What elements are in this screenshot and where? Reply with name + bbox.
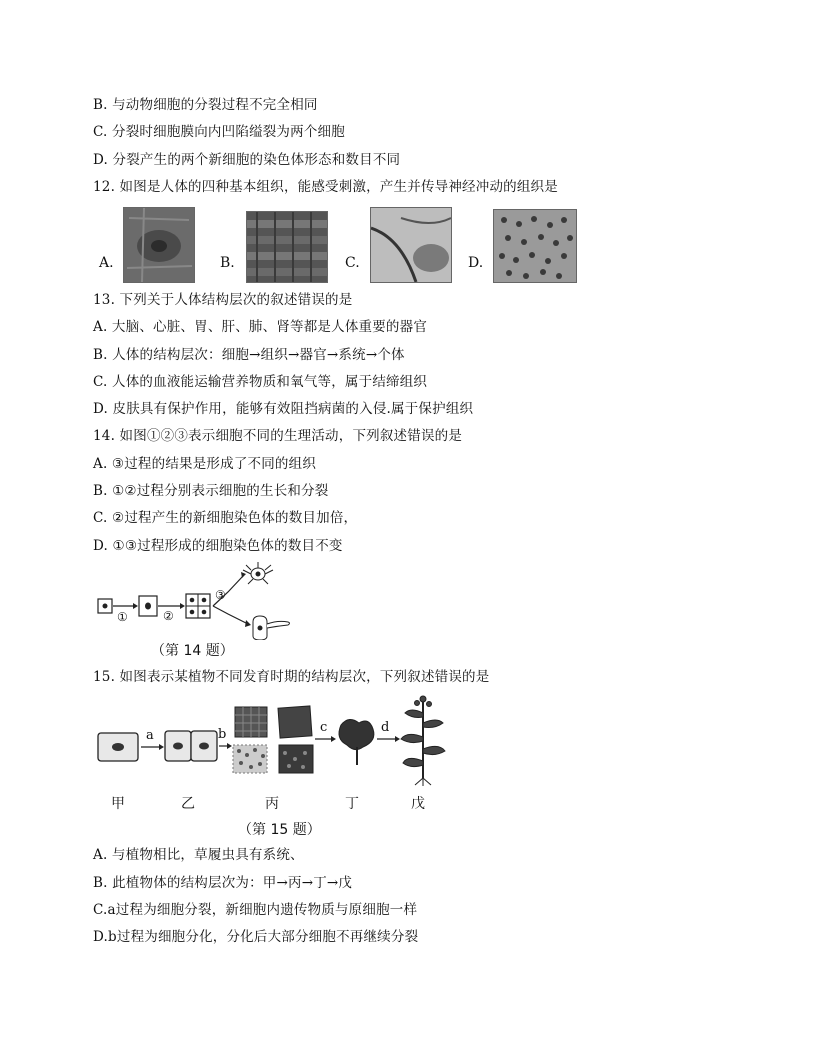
q14-stem: 14. 如图①②③表示细胞不同的生理活动，下列叙述错误的是	[93, 428, 463, 444]
tissue-photo-c	[370, 207, 452, 283]
neuron-icon	[243, 562, 273, 584]
q12-label-c: C.	[345, 255, 360, 271]
q14-cell-diagram	[93, 562, 303, 640]
q11-option-d: D. 分裂产生的两个新细胞的染色体形态和数目不同	[93, 152, 401, 168]
q15-stem: 15. 如图表示某植物不同发育时期的结构层次，下列叙述错误的是	[93, 669, 490, 685]
q14-option-c: C. ②过程产生的新细胞染色体的数目加倍，	[93, 510, 358, 526]
q12-label-b: B.	[220, 255, 235, 271]
q12-label-d: D.	[468, 255, 484, 271]
plant-icon	[401, 696, 445, 786]
tissue-photo-a	[123, 207, 195, 283]
q13-option-c: C. 人体的血液能运输营养物质和氧气等，属于结缔组织	[93, 374, 428, 390]
q12-label-a: A.	[99, 255, 114, 271]
stage-wu: 戊	[411, 796, 425, 812]
q14-option-d: D. ①③过程形成的细胞染色体的数目不变	[93, 538, 343, 554]
q12-tissue-figure	[93, 205, 593, 285]
arrow-a-label: a	[146, 728, 154, 743]
q15-option-a: A. 与植物相比，草履虫具有系统、	[93, 847, 304, 863]
stage-yi: 乙	[181, 796, 195, 812]
q14-option-b: B. ①②过程分别表示细胞的生长和分裂	[93, 483, 329, 499]
step-3-label: ③	[215, 588, 226, 602]
q14-caption: （第 14 题）	[151, 643, 234, 659]
q12-stem: 12. 如图是人体的四种基本组织，能感受刺激，产生并传导神经冲动的组织是	[93, 179, 558, 195]
q13-option-b: B. 人体的结构层次：细胞→组织→器官→系统→个体	[93, 347, 405, 363]
arrow-c-label: c	[320, 720, 328, 735]
tissue-photo-d	[493, 209, 577, 283]
stage-jia: 甲	[111, 796, 125, 812]
q13-option-a: A. 大脑、心脏、胃、肝、肺、肾等都是人体重要的器官	[93, 319, 428, 335]
q14-cell-figure	[93, 562, 303, 662]
tissue-photo-b	[246, 211, 328, 283]
q15-option-b: B. 此植物体的结构层次为：甲→丙→丁→戊	[93, 875, 353, 891]
arrow-d-label: d	[381, 720, 390, 735]
stage-ding: 丁	[345, 796, 359, 812]
elongated-cell-icon	[253, 616, 290, 640]
q13-option-d: D. 皮肤具有保护作用，能够有效阻挡病菌的入侵.属于保护组织	[93, 401, 474, 417]
arrow-b-label: b	[218, 727, 227, 742]
step-2-label: ②	[163, 609, 174, 623]
q15-plant-figure	[93, 693, 453, 843]
q15-caption: （第 15 题）	[238, 822, 321, 838]
q13-stem: 13. 下列关于人体结构层次的叙述错误的是	[93, 292, 353, 308]
step-1-label: ①	[117, 610, 128, 624]
stage-bing: 丙	[265, 796, 279, 812]
q11-option-c: C. 分裂时细胞膜向内凹陷缢裂为两个细胞	[93, 124, 345, 140]
q15-option-d: D.b过程为细胞分化，分化后大部分细胞不再继续分裂	[93, 929, 419, 945]
q11-option-b: B. 与动物细胞的分裂过程不完全相同	[93, 97, 318, 113]
q15-option-c: C.a过程为细胞分裂，新细胞内遗传物质与原细胞一样	[93, 902, 418, 918]
q14-option-a: A. ③过程的结果是形成了不同的组织	[93, 456, 317, 472]
